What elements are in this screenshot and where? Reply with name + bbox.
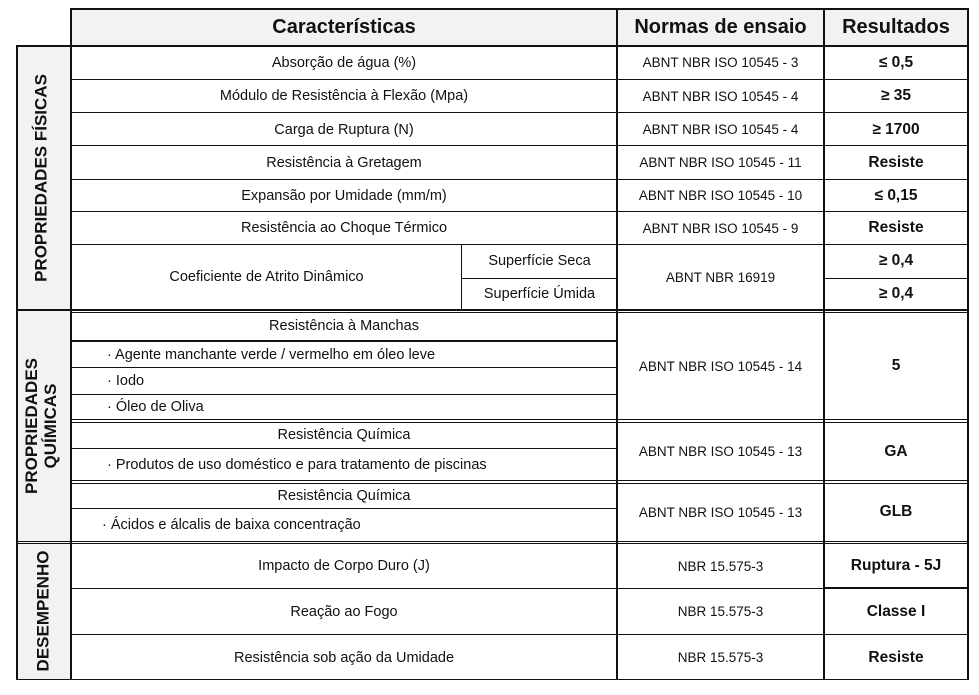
grid-line (16, 679, 968, 680)
grid-line (71, 112, 968, 113)
manchas-resultado: 5 (891, 357, 901, 374)
grid-line (16, 543, 968, 544)
desempenho-caracteristica: Reação ao Fogo (290, 603, 398, 620)
fisica-caracteristica: Carga de Ruptura (N) (274, 121, 414, 138)
fisica-caracteristica: Resistência ao Choque Térmico (240, 220, 448, 236)
desempenho-resultado: Classe I (866, 602, 926, 620)
grid-line (71, 340, 617, 342)
fisica-norma: ABNT NBR ISO 10545 - 11 (639, 155, 802, 170)
fisica-norma: ABNT NBR ISO 10545 - 4 (642, 122, 799, 137)
grid-line (71, 244, 968, 245)
fisica-caracteristica: Resistência à Gretagem (266, 154, 422, 171)
grid-line (71, 394, 617, 395)
section-quimicas-line2: QUÍMICAS (41, 383, 60, 469)
atrito-resultado-umida: ≥ 0,4 (878, 285, 914, 302)
grid-line (71, 8, 968, 10)
grid-line (16, 45, 18, 680)
grid-line (71, 211, 968, 212)
grid-line (71, 79, 968, 80)
section-fisicas-label: PROPRIEDADES FÍSICAS (31, 74, 51, 282)
fisica-norma: ABNT NBR ISO 10545 - 3 (642, 55, 799, 70)
grid-line (16, 45, 968, 47)
manchas-item: · Óleo de Oliva (107, 399, 204, 415)
grid-line (461, 244, 462, 310)
grid-line (71, 179, 968, 180)
grid-line (16, 541, 968, 542)
section-desempenho-label: DESEMPENHO (33, 550, 53, 672)
grid-line (70, 8, 72, 680)
grid-line (71, 419, 968, 420)
desempenho-resultado: Ruptura - 5J (850, 557, 942, 574)
quimica-glb-item: · Ácidos e álcalis de baixa concentração (102, 517, 361, 533)
desempenho-resultado: Resiste (868, 648, 924, 666)
grid-line (823, 8, 825, 680)
grid-line (71, 483, 968, 484)
fisica-norma: ABNT NBR ISO 10545 - 10 (638, 188, 803, 203)
quimica-ga-norma: ABNT NBR ISO 10545 - 13 (638, 444, 803, 459)
fisica-caracteristica: Módulo de Resistência à Flexão (Mpa) (219, 88, 469, 104)
manchas-item: · Iodo (107, 373, 145, 389)
grid-line (71, 588, 823, 589)
fisica-norma: ABNT NBR ISO 10545 - 4 (642, 88, 799, 104)
atrito-umida-label: Superfície Úmida (483, 286, 596, 302)
fisica-norma: ABNT NBR ISO 10545 - 9 (642, 220, 799, 236)
atrito-norma: ABNT NBR 16919 (665, 269, 776, 285)
grid-line (824, 587, 968, 589)
grid-line (71, 508, 617, 509)
quimica-ga-resultado: GA (884, 442, 908, 460)
quimica-ga-titulo: Resistência Química (277, 427, 411, 443)
grid-line (16, 309, 968, 311)
desempenho-caracteristica: Impacto de Corpo Duro (J) (258, 558, 430, 574)
quimica-glb-norma: ABNT NBR ISO 10545 - 13 (638, 504, 803, 520)
grid-line (462, 278, 617, 279)
grid-line (824, 278, 968, 279)
fisica-caracteristica: Absorção de água (%) (271, 54, 417, 71)
fisica-resultado: ≥ 35 (880, 87, 912, 104)
section-quimicas-label (22, 358, 60, 494)
manchas-item: · Agente manchante verde / vermelho em óleo leve (107, 346, 436, 363)
grid-line (71, 367, 617, 368)
atrito-resultado-seca: ≥ 0,4 (878, 252, 914, 269)
grid-line (71, 312, 968, 313)
fisica-resultado: ≤ 0,5 (878, 53, 914, 71)
fisica-resultado: Resiste (868, 153, 924, 171)
quimica-glb-resultado: GLB (879, 503, 913, 520)
grid-line (616, 8, 618, 680)
grid-line (71, 448, 617, 449)
grid-line (967, 8, 969, 680)
section-quimicas-line1: PROPRIEDADES (22, 357, 41, 495)
atrito-seca-label: Superfície Seca (488, 253, 591, 269)
atrito-caracteristica: Coeficiente de Atrito Dinâmico (169, 269, 364, 285)
quimica-glb-titulo: Resistência Química (277, 487, 411, 504)
desempenho-caracteristica: Resistência sob ação da Umidade (233, 649, 455, 666)
desempenho-norma: NBR 15.575-3 (677, 650, 764, 665)
fisica-resultado: ≥ 1700 (872, 120, 920, 138)
manchas-norma: ABNT NBR ISO 10545 - 14 (638, 358, 803, 374)
manchas-titulo: Resistência à Manchas (269, 318, 419, 334)
quimica-ga-item: · Produtos de uso doméstico e para tratamento de piscinas (107, 457, 487, 473)
header-resultados: Resultados (824, 9, 968, 46)
header-normas: Normas de ensaio (617, 9, 824, 46)
grid-line (71, 145, 968, 146)
header-caracteristicas: Características (71, 9, 617, 46)
fisica-resultado: Resiste (868, 219, 924, 236)
fisica-caracteristica: Expansão por Umidade (mm/m) (241, 187, 447, 204)
desempenho-norma: NBR 15.575-3 (677, 558, 764, 574)
grid-line (71, 480, 968, 481)
grid-line (71, 422, 968, 423)
fisica-resultado: ≤ 0,15 (874, 186, 918, 204)
grid-line (71, 634, 968, 635)
desempenho-norma: NBR 15.575-3 (677, 604, 764, 619)
